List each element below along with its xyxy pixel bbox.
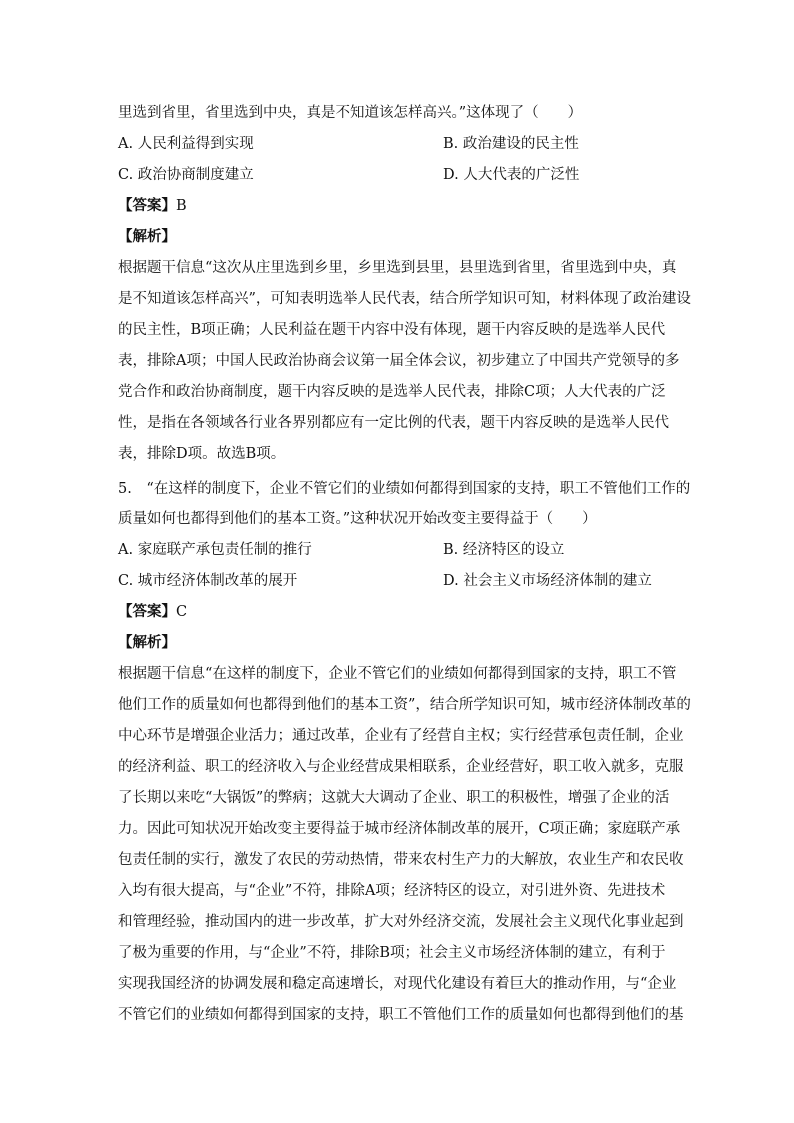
q5-answer: [118, 602, 678, 622]
q4-analysis-line: 是不知道该怎样高兴”，可知表明选举人民代表，结合所学知识可知，材料体现了政治建设: [118, 291, 691, 307]
q5-analysis-line: 根据题干信息“在这样的制度下，企业不管它们的业绩如何都得到国家的支持，职工不管: [118, 666, 677, 682]
q5-stem-line: 质量如何也都得到他们的基本工资。”这种状况开始改变主要得益于（ ）: [118, 511, 597, 527]
q5-option-b: B. 经济特区的设立: [443, 542, 565, 558]
q4-analysis-line: 表，排除A项；中国人民政治协商会议第一届全体会议，初步建立了中国共产党领导的多: [118, 353, 680, 369]
q4-analysis-line: 性，是指在各领域各行业各界别都应有一定比例的代表，题干内容反映的是选举人民代: [118, 415, 669, 431]
q5-analysis-line: 中心环节是增强企业活力；通过改革，企业有了经营自主权；实行经营承包责任制，企业: [118, 728, 684, 744]
q4-option-c: C. 政治协商制度建立: [118, 167, 254, 183]
q4-answer-value: B: [176, 198, 187, 214]
q4-option-a: A. 人民利益得到实现: [118, 136, 254, 152]
q4-analysis-line: 表，排除D项。故选B项。: [118, 446, 286, 462]
q4-option-d: D. 人大代表的广泛性: [443, 167, 580, 183]
q5-analysis-label: 【解析】: [118, 634, 176, 651]
q5-answer-value: C: [176, 604, 188, 620]
q4-answer: [118, 196, 678, 216]
q4-analysis-line: 党合作和政治协商制度，题干内容反映的是选举人民代表，排除C项；人大代表的广泛: [118, 384, 666, 400]
q5-analysis-line: 了极为重要的作用，与“企业”不符，排除B项；社会主义市场经济体制的建立，有利于: [118, 945, 666, 961]
q5-analysis-line: 不管它们的业绩如何都得到国家的支持，职工不管他们工作的质量如何也都得到他们的基: [118, 1007, 684, 1023]
q5-analysis-line: 力。因此可知状况开始改变主要得益于城市经济体制改革的展开，C项正确；家庭联产承: [118, 821, 681, 837]
q5-analysis-line: 了长期以来吃“大锅饭”的弊病；这就大大调动了企业、职工的积极性，增强了企业的活: [118, 790, 670, 806]
q5-option-c: C. 城市经济体制改革的展开: [118, 573, 298, 589]
q4-analysis-line: 根据题干信息“这次从庄里选到乡里，乡里选到县里，县里选到省里，省里选到中央，真: [118, 260, 677, 276]
q4-analysis-label: 【解析】: [118, 228, 176, 245]
q5-option-d: D. 社会主义市场经济体制的建立: [443, 573, 652, 589]
q5-option-a: A. 家庭联产承包责任制的推行: [118, 542, 312, 558]
q5-analysis-line: 他们工作的质量如何也都得到他们的基本工资”，结合所学知识可知，城市经济体制改革的: [118, 697, 691, 713]
q5-analysis-line: 的经济利益、职工的经济收入与企业经营成果相联系，企业经营好，职工收入就多，克服: [118, 759, 684, 775]
q5-answer-label: 【答案】: [118, 603, 176, 620]
q4-analysis-line: 的民主性，B项正确；人民利益在题干内容中没有体现，题干内容反映的是选举人民代: [118, 322, 666, 338]
q5-analysis-line: 包责任制的实行，激发了农民的劳动热情，带来农村生产力的大解放，农业生产和农民收: [118, 852, 684, 868]
q5-analysis-line: 和管理经验，推动国内的进一步改革，扩大对外经济交流，发展社会主义现代化事业起到: [118, 914, 684, 930]
q4-stem-tail: 里选到省里，省里选到中央，真是不知道该怎样高兴。”这体现了（ ）: [118, 105, 583, 121]
q5-analysis-line: 入均有很大提高，与“企业”不符，排除A项；经济特区的设立，对引进外资、先进技术: [118, 883, 666, 899]
q5-analysis-line: 实现我国经济的协调发展和稳定高速增长，对现代化建设有着巨大的推动作用，与“企业: [118, 976, 677, 992]
q4-option-b: B. 政治建设的民主性: [443, 136, 579, 152]
q5-stem-line: 5. “在这样的制度下，企业不管它们的业绩如何都得到国家的支持，职工不管他们工作的: [118, 481, 691, 497]
q4-answer-label: 【答案】: [118, 197, 176, 214]
